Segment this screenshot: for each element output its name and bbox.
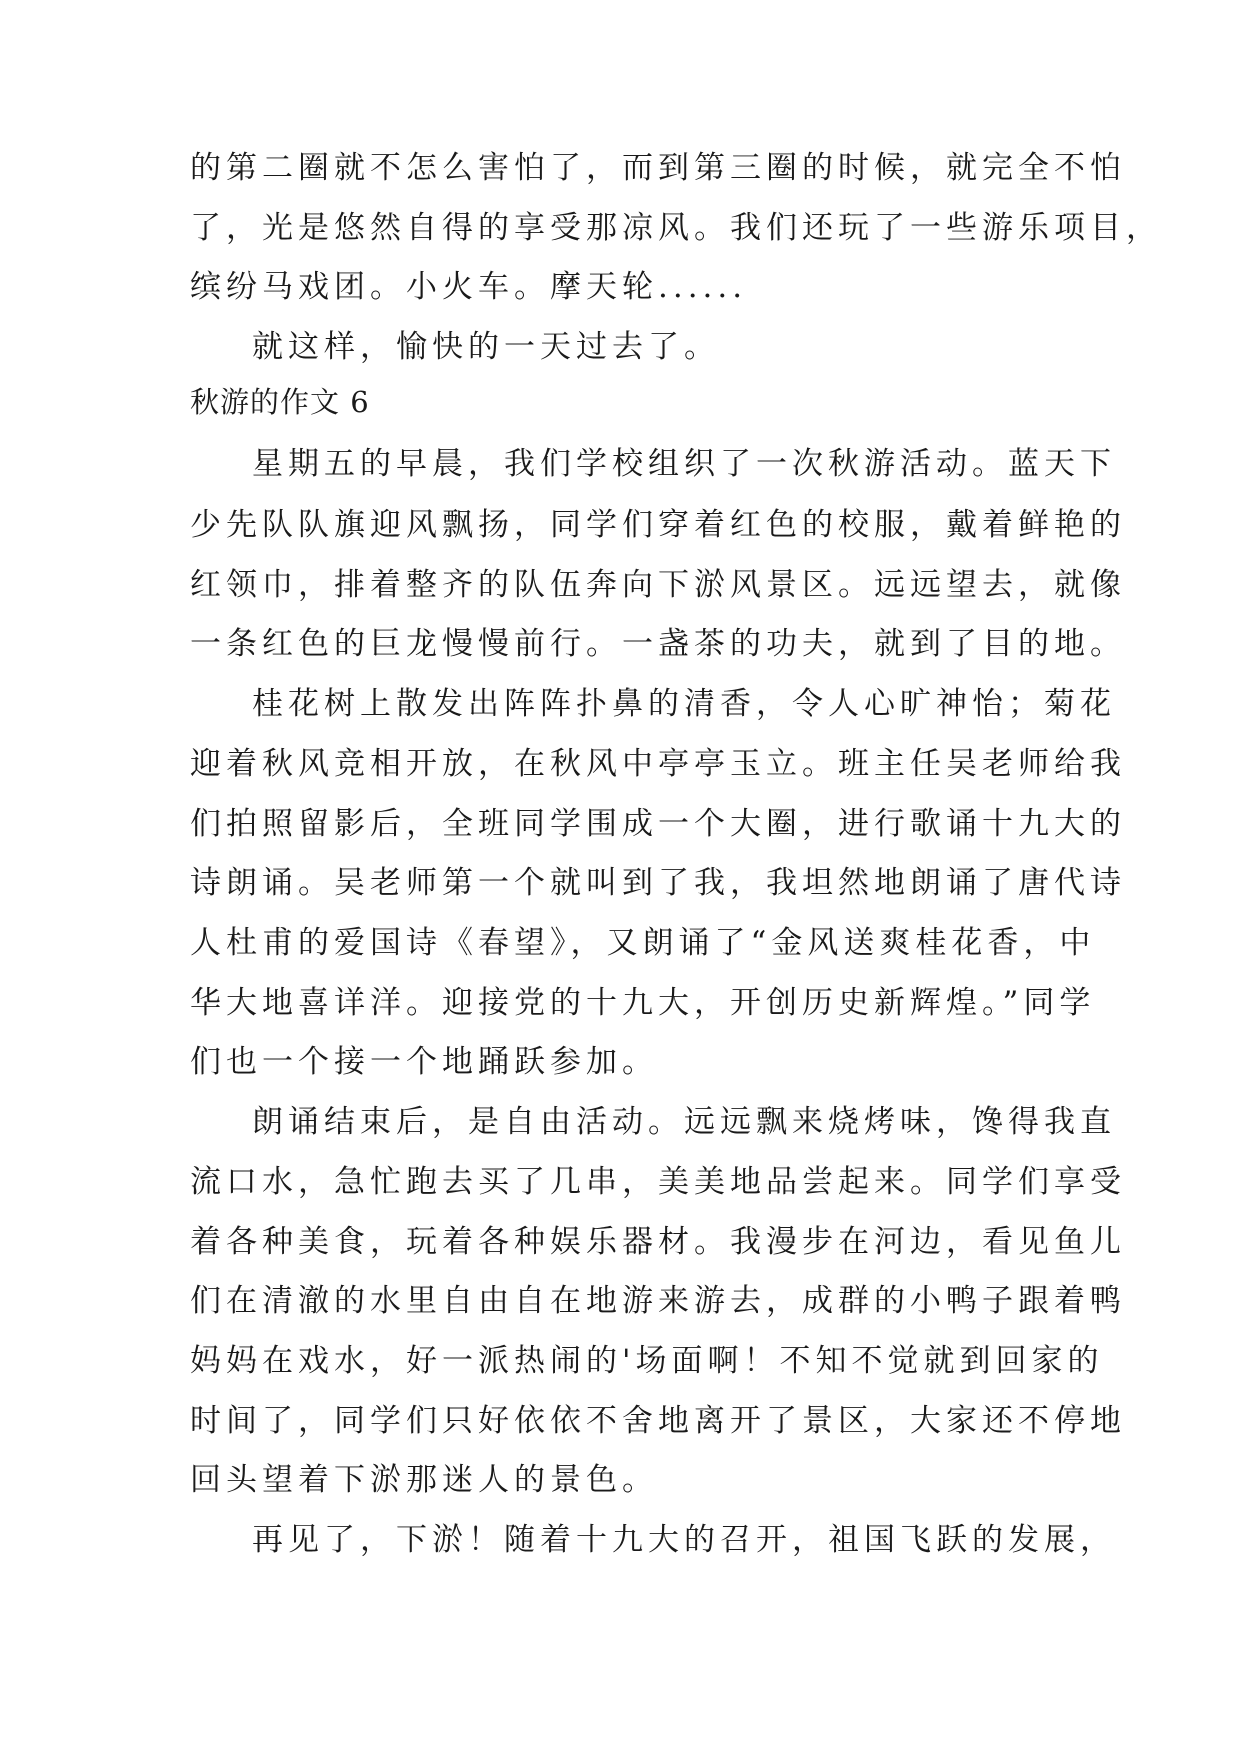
text-line: 桂花树上散发出阵阵扑鼻的清香，令人心旷神怡；菊花 [252, 686, 1116, 722]
text-line: 迎着秋风竞相开放，在秋风中亭亭玉立。班主任吴老师给我 [190, 746, 1126, 782]
text-line: 回头望着下淤那迷人的景色。 [190, 1462, 658, 1498]
text-line: 人杜甫的爱国诗《春望》，又朗诵了“金风送爽桂花香，中 [190, 925, 1096, 961]
text-line: 妈妈在戏水，好一派热闹的'场面啊！不知不觉就到回家的 [190, 1343, 1104, 1379]
text-line: 们也一个接一个地踊跃参加。 [190, 1044, 658, 1080]
text-line: 红领巾，排着整齐的队伍奔向下淤风景区。远远望去，就像 [190, 567, 1126, 603]
text-line: 流口水，急忙跑去买了几串，美美地品尝起来。同学们享受 [190, 1164, 1126, 1200]
text-line: 时间了，同学们只好依依不舍地离开了景区，大家还不停地 [190, 1403, 1126, 1439]
text-line: 诗朗诵。吴老师第一个就叫到了我，我坦然地朗诵了唐代诗 [190, 865, 1126, 901]
text-line: 华大地喜详洋。迎接党的十九大，开创历史新辉煌。”同学 [190, 985, 1096, 1021]
text-line: 们在清澈的水里自由自在地游来游去，成群的小鸭子跟着鸭 [190, 1283, 1126, 1319]
text-line: 就这样，愉快的一天过去了。 [252, 329, 720, 365]
text-line: 着各种美食，玩着各种娱乐器材。我漫步在河边，看见鱼儿 [190, 1224, 1126, 1260]
text-line: 再见了，下淤！随着十九大的召开，祖国飞跃的发展， [252, 1522, 1116, 1558]
text-line: 朗诵结束后，是自由活动。远远飘来烧烤味，馋得我直 [252, 1104, 1116, 1140]
text-line: 少先队队旗迎风飘扬，同学们穿着红色的校服，戴着鲜艳的 [190, 507, 1126, 543]
text-line: 一条红色的巨龙慢慢前行。一盏茶的功夫，就到了目的地。 [190, 626, 1126, 662]
text-line: 星期五的早晨，我们学校组织了一次秋游活动。蓝天下 [252, 446, 1116, 482]
text-line: 的第二圈就不怎么害怕了，而到第三圈的时候，就完全不怕 [190, 150, 1126, 186]
text-line: 们拍照留影后，全班同学围成一个大圈，进行歌诵十九大的 [190, 806, 1126, 842]
text-line: 缤纷马戏团。小火车。摩天轮...... [190, 269, 748, 305]
section-heading: 秋游的作文 6 [190, 385, 370, 419]
text-line: 了，光是悠然自得的享受那凉风。我们还玩了一些游乐项目， [190, 210, 1162, 246]
